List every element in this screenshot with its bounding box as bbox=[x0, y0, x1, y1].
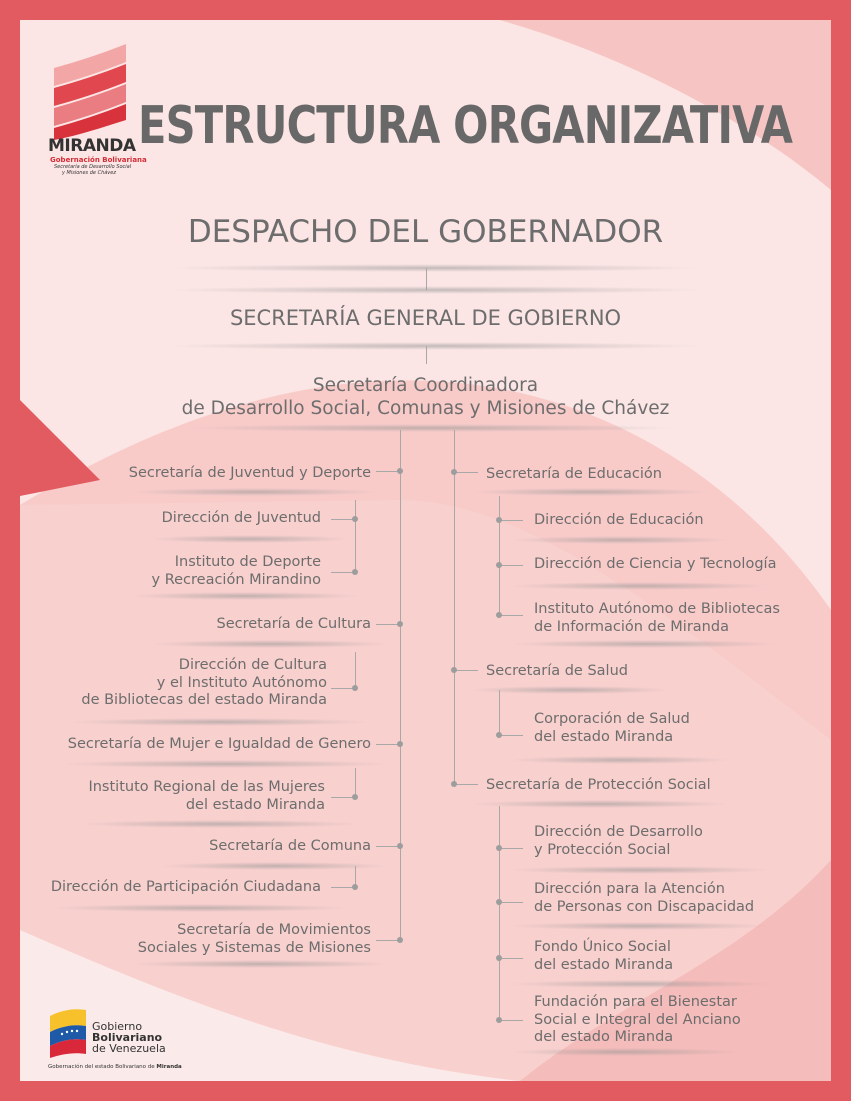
miranda-name: MIRANDA bbox=[48, 136, 136, 156]
proteccion-branch bbox=[499, 806, 500, 1021]
dir-discapacidad: Dirección para la Atención de Personas con Discapacidad bbox=[534, 881, 755, 915]
gob-line2: Bolivariano bbox=[92, 1031, 163, 1044]
gobernacion-line: Gobernación del estado Bolivariano de Miranda bbox=[48, 1064, 182, 1070]
sec-educacion: Secretaría de Educación bbox=[486, 466, 662, 482]
dir-desarrollo: Dirección de Desarrollo y Protección Social bbox=[534, 824, 703, 858]
fondo-unico: Fondo Único Social del estado Miranda bbox=[534, 939, 674, 973]
gob-line1: Gobierno bbox=[92, 1020, 143, 1033]
educacion-branch bbox=[499, 496, 500, 616]
secretaria-coordinadora bbox=[0, 374, 851, 420]
dir-juventud: Dirección de Juventud bbox=[161, 510, 321, 526]
connector-mid bbox=[426, 346, 427, 364]
despacho-gobernador: DESPACHO DEL GOBERNADOR bbox=[187, 214, 664, 250]
page-title: ESTRUCTURA ORGANIZATIVA bbox=[138, 96, 793, 156]
dir-cultura: Dirección de Cultura y el Instituto Autónomo de Bibliotecas del estado Miranda bbox=[81, 657, 327, 708]
left-trunk bbox=[400, 430, 401, 940]
inst-mujeres: Instituto Regional de las Mujeres del estado Miranda bbox=[88, 779, 325, 813]
sec-comuna: Secretaría de Comuna bbox=[209, 838, 371, 854]
sec-cultura: Secretaría de Cultura bbox=[216, 616, 371, 632]
coordinadora-line2: de Desarrollo Social, Comunas y Misiones de Chávez bbox=[181, 398, 670, 419]
inst-bibliotecas: Instituto Autónomo de Bibliotecas de Información de Miranda bbox=[534, 601, 780, 635]
gob-line3: de Venezuela bbox=[92, 1042, 166, 1055]
miranda-logo bbox=[46, 40, 147, 176]
miranda-ribbon-icon bbox=[46, 40, 136, 140]
dir-participacion: Dirección de Participación Ciudadana bbox=[50, 879, 321, 895]
juventud-branch bbox=[355, 500, 356, 572]
gobierno-bolivariano-logo bbox=[48, 1006, 182, 1072]
miranda-line1: Gobernación Bolivariana bbox=[50, 156, 147, 164]
miranda-line2: Secretaría de Desarrollo Social bbox=[54, 164, 132, 170]
secretaria-general: SECRETARÍA GENERAL DE GOBIERNO bbox=[229, 306, 622, 330]
sec-salud: Secretaría de Salud bbox=[486, 663, 628, 679]
dir-ciencia: Dirección de Ciencia y Tecnología bbox=[534, 556, 777, 572]
miranda-line3: y Misiones de Chávez bbox=[62, 170, 116, 176]
coordinadora-line1: Secretaría Coordinadora bbox=[312, 375, 539, 396]
instituto-deporte: Instituto de Deporte y Recreación Mirandino bbox=[151, 554, 321, 588]
corp-salud: Corporación de Salud del estado Miranda bbox=[534, 711, 690, 745]
dir-educacion: Dirección de Educación bbox=[534, 512, 704, 528]
sec-movimientos: Secretaría de Movimientos Sociales y Sistemas de Misiones bbox=[137, 922, 371, 956]
sec-juventud: Secretaría de Juventud y Deporte bbox=[128, 465, 371, 481]
venezuela-flag-icon bbox=[48, 1006, 88, 1058]
right-trunk bbox=[454, 430, 455, 784]
sec-mujer: Secretaría de Mujer e Igualdad de Genero bbox=[67, 736, 371, 752]
fundacion-anciano: Fundación para el Bienestar Social e Integral del Anciano del estado Miranda bbox=[534, 994, 741, 1045]
sec-proteccion: Secretaría de Protección Social bbox=[486, 777, 711, 793]
